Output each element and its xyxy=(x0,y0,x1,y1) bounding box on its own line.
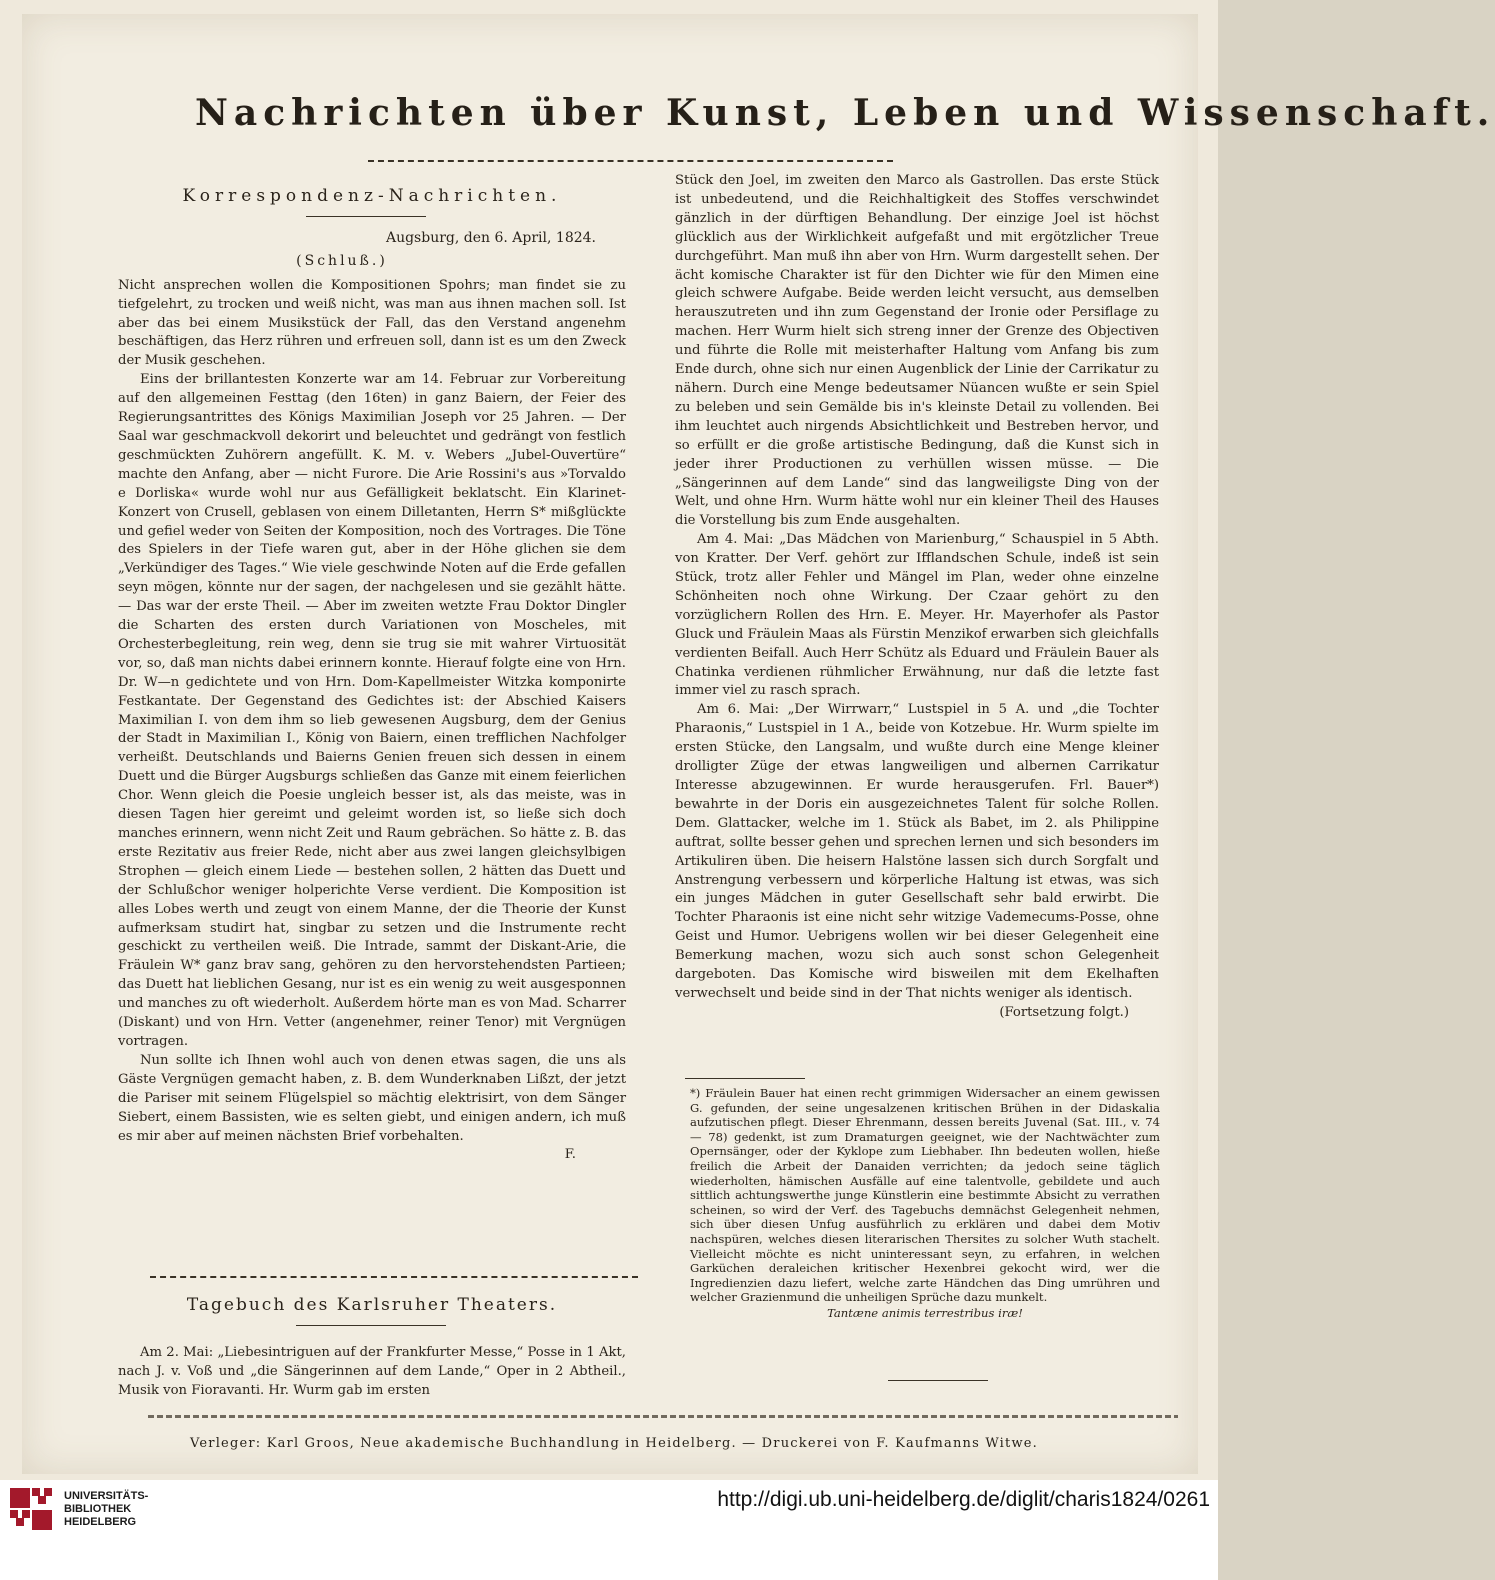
paragraph-wurm: Stück den Joel, im zweiten den Marco als Gastrollen. Das erste Stück ist unbedeutend, und die Reichhaltigkeit des Stoffes verschwindet gänzlich in der dürftigen Behandlung. Der einzige Joel ist höchst glücklich aus der Wirklichkeit aufgefaßt und mit ergötzlicher Treue durchgeführt. Man muß ihn aber von Hrn. Wurm dargestellt sehen. Der ächt komische Charakter ist für den Dichter wie für den Mimen eine gleich schwere Aufgabe. Beide werden leicht versucht, aus demselben herauszutreten und ihn zum Gegenstand der Ironie oder Persiflage zu machen. Herr Wurm hielt sich streng inner der Grenze des Objectiven und führte die Rolle mit meisterhafter Haltung vom Anfang bis zum Ende durch, ohne sich nur einen Augenblick der Linie der Carrikatur zu nähern. Durch eine Menge bedeutsamer Nüancen wußte er sein Spiel zu beleben und sein Gemälde bis in's kleinste Detail zu vollenden. Bei ihm leuchtet auch nirgends Absichtlichkeit und Bestreben hervor, und so erfüllt er die große artistische Bedingung, daß die Kunst sich in jeder ihrer Productionen zu verhüllen wissen müsse. — Die „Sängerinnen auf dem Lande“ sind das langweiligste Ding von der Welt, und ohne Hrn. Wurm hätte wohl nur ein kleiner Theil des Hauses die Vorstellung bis zum Ende ausgehalten. xyxy=(675,173,1159,529)
section-title-correspondence: Korrespondenz-Nachrichten. xyxy=(182,186,562,206)
footnote-text: *) Fräulein Bauer hat einen recht grimmigen Widersacher an einem gewissen G. gefunden, der seine ungesalzenen kritischen Brühen in der Didaskalia aufzutischen pflegt. Dieser Ehrenmann, dessen bereits Juvenal (Sat. III., v. 74 — 78) gedenkt, ist zum Dramaturgen geeignet, wie der Nachtwächter zum Opernsänger, oder der Kyklope zum Liebhaber. Ihn bedeuten wollen, hieße freilich die Arbeit der Danaiden verrichten; da jedoch seine täglich wiederholten, hämischen Ausfälle auf eine talentvolle, gebildete und auch sittlich achtungswerthe junge Künstlerin eine bestimmte Absicht zu verrathen scheinen, so wird der Verf. des Tagebuchs demnächst Gelegenheit nehmen, sich über diesen Unfug ausführlich zu erklären und dabei dem Motiv nachspüren, welches diesen literarischen Thersites zu solcher Wuth stachelt. Vielleicht möchte es nicht uninteressant seyn, zu erfahren, in welchen Garküchen deraleichen kritischer Hexenbrei gekocht wird, wer die Ingredienzien dazu liefert, welche zarte Händchen das Ding umrühren und welcher Grazienmund die unheiligen Sprüche dazu munkelt. xyxy=(690,1086,1160,1305)
left-column xyxy=(118,185,626,1165)
masthead-rule xyxy=(368,160,893,162)
left-section-divider xyxy=(150,1276,638,1278)
footnote-rule xyxy=(685,1078,805,1079)
paragraph-concert: Eins der brillantesten Konzerte war am 14. Februar zur Vorbereitung auf den allgemeinen Festtag (den 16ten) in ganz Baiern, der Feier des Regierungsantrittes des Königs Maximilian Joseph vor 25 Jahren. — Der Saal war geschmackvoll dekorirt und beleuchtet und gedrängt von festlich geschmückten Zuhörern angefüllt. K. M. v. Webers „Jubel-Ouvertüre“ machte den Anfang, aber — nicht Furore. Die Arie Rossini's aus »Torvaldo e Dorliska« wurde wohl nur aus Gefälligkeit beklatscht. Ein Klarinet-Konzert von Crusell, geblasen von einem Dilletanten, Herrn S* mißglückte und gefiel weder von Seiten der Komposition, noch des Vortrages. Die Töne des Spielers in der Tiefe waren gut, aber in der Höhe glichen sie dem „Verkündiger des Tages.“ Wie viele geschwinde Noten auf die Erde gefallen seyn mögen, könnte nur der sagen, der nachgelesen und sie gezählt hätte. — Das war der erste Theil. — Aber im zweiten wetzte Frau Doktor Dingler die Scharten des ersten durch Variationen von Moscheles, mit Orchesterbegleitung, rein weg, denn sie trug sie mit wahrer Virtuosität vor, so, daß man nichts dabei erinnern konnte. Hierauf folgte eine von Hrn. Dr. W—n gedichtete und von Hrn. Dom-Kapellmeister Witzka komponirte Festkantate. Der Gegenstand des Gedichtes ist: der Abschied Kaisers Maximilian I. von dem ihm so lieb gewesenen Augsburg, dem der Genius der Stadt in Maximilian I., König von Baiern, einen trefflichen Nachfolger verheißt. Deutschlands und Baierns Genien freuen sich dessen in einem Duett und die Bürger Augsburgs schließen das Ganze mit einem feierlichen Chor. Wenn gleich die Poesie ungleich besser ist, als das meiste, was in diesen Tagen hier gereimt und geleimt worden ist, so ließe sich doch manches erinnern, wenn nicht Zeit und Raum gebrächen. So hätte z. B. das erste Rezitativ aus freier Rede, nicht aber aus zwei langen gleichsylbigen Strophen — gleich einem Liede — bestehen sollen, 2 hätten das Duett und der Schlußchor weniger holperichte Verse verdient. Die Komposition ist alles Lobes werth und zeugt von einem Manne, der die Theorie der Kunst aufmerksam studirt hat, singbar zu setzen und die Instrumente recht geschickt zu vertheilen weiß. Die Intrade, sammt der Diskant-Arie, die Fräulein W* ganz brav sang, gehören zu den hervorstehendsten Partieen; das Duett hat lieblichen Gesang, nur ist es ein wenig zu weit ausgesponnen und manches zu oft wiederholt. Außerdem hörte man es von Mad. Scharrer (Diskant) und von Hrn. Vetter (angenehmer, reiner Tenor) mit Vergnügen vortragen. xyxy=(118,372,626,1049)
paragraph-may6: Am 6. Mai: „Der Wirrwarr,“ Lustspiel in 5 A. und „die Tochter Pharaonis,“ Lustspiel in 1 A., beide von Kotzebue. Hr. Wurm spielte im ersten Stücke, den Langsalm, und wußte durch eine Menge kleiner drolligter Züge der etwas langweiligen und albernen Carrikatur Interesse abzugewinnen. Er wurde herausgerufen. Frl. Bauer*) bewahrte in der Doris ein ausgezeichnetes Talent für solche Rollen. Dem. Glattacker, welche im 1. Stück als Babet, im 2. als Philippine auftrat, sollte besser gehen und sprechen lernen und sich besonders im Artikuliren üben. Die heisern Halstöne lassen sich durch Sorgfalt und Anstrengung verbessern und körperliche Haltung ist etwas, was sich ein junges Mädchen in guter Gesellschaft sehr bald erwirbt. Die Tochter Pharaonis ist eine nicht sehr witzige Vademecums-Posse, ohne Geist und Humor. Uebrigens wollen wir bei dieser Gelegenheit eine Bemerkung machen, wozu sich auch sonst schon Gelegenheit dargeboten. Das Komische wird bisweilen mit dem Ekelhaften verwechselt und beide sind in der That nichts weniger als identisch. xyxy=(675,702,1159,1001)
theatre-rule xyxy=(296,1325,446,1326)
section-title-theatre: Tagebuch des Karlsruher Theaters. xyxy=(186,1295,558,1315)
left-column-theatre xyxy=(118,1296,626,1401)
library-name xyxy=(64,1490,148,1529)
paragraph-may2: Am 2. Mai: „Liebesintriguen auf der Frankfurter Messe,“ Posse in 1 Akt, nach J. v. Voß und „die Sängerinnen auf dem Lande,“ Oper in 2 Abtheil., Musik von Fioravanti. Hr. Wurm gab im ersten xyxy=(118,1344,626,1398)
library-line-3: HEIDELBERG xyxy=(64,1516,137,1528)
schluss-label: (Schluß.) xyxy=(296,252,388,269)
imprint-rule xyxy=(148,1415,1178,1418)
signature: F. xyxy=(564,1147,576,1163)
right-column xyxy=(675,172,1159,1023)
university-seal-icon xyxy=(8,1486,54,1532)
imprint: Verleger: Karl Groos, Neue akademische Buchhandlung in Heidelberg. — Druckerei von F. Kaufmanns Witwe. xyxy=(190,1436,1039,1451)
footnote-end-rule xyxy=(888,1380,988,1381)
footnote xyxy=(690,1086,1160,1321)
library-line-2: BIBLIOTHEK xyxy=(64,1503,132,1515)
library-line-1: UNIVERSITÄTS- xyxy=(64,1490,149,1502)
permalink-url[interactable]: http://digi.ub.uni-heidelberg.de/diglit/charis1824/0261 xyxy=(717,1488,1210,1511)
dateline: Augsburg, den 6. April, 1824. xyxy=(385,229,596,246)
paragraph-spohr: Nicht ansprechen wollen die Kompositionen Spohrs; man findet sie zu tiefgelehrt, zu trocken und weiß nicht, was man aus ihnen machen soll. Ist aber das bei einem Musikstück der Fall, das den Verstand angenehm beschäftigen, das Herz rühren und erfreuen soll, dann ist es um den Zweck der Musik geschehen. xyxy=(118,277,626,369)
masthead-title: Nachrichten über Kunst, Leben und Wissenschaft. xyxy=(195,92,1495,134)
section-rule xyxy=(306,216,426,217)
paragraph-may4: Am 4. Mai: „Das Mädchen von Marienburg,“ Schauspiel in 5 Abth. von Kratter. Der Verf. gehört zur Ifflandschen Schule, indeß ist sein Stück, trotz aller Fehler und Mängel im Plan, weder ohne einzelne Schönheiten noch ohne Wirkung. Der Czaar gehört zu den vorzüglichern Rollen des Hrn. E. Meyer. Hr. Mayerhofer als Pastor Gluck und Fräulein Maas als Fürstin Menzikof erwarben sich gleichfalls verdienten Beifall. Auch Herr Schütz als Eduard und Fräulein Bauer als Chatinka verdienen rühmlicher Erwähnung, nur daß die letzte fast immer viel zu rasch sprach. xyxy=(675,532,1159,699)
latin-quote: Tantæne animis terrestribus iræ! xyxy=(827,1305,1023,1320)
paragraph-guests: Nun sollte ich Ihnen wohl auch von denen etwas sagen, die uns als Gäste Vergnügen gemacht haben, z. B. dem Wunderknaben Lißzt, der jetzt die Pariser mit seinem Flügelspiel so mächtig elektrisirt, von dem Sänger Siebert, einem Bassisten, wie es selten giebt, und einigen andern, ich muß es mir aber auf meinen nächsten Brief vorbehalten. xyxy=(118,1052,626,1144)
continued-note: (Fortsetzung folgt.) xyxy=(999,1004,1129,1020)
